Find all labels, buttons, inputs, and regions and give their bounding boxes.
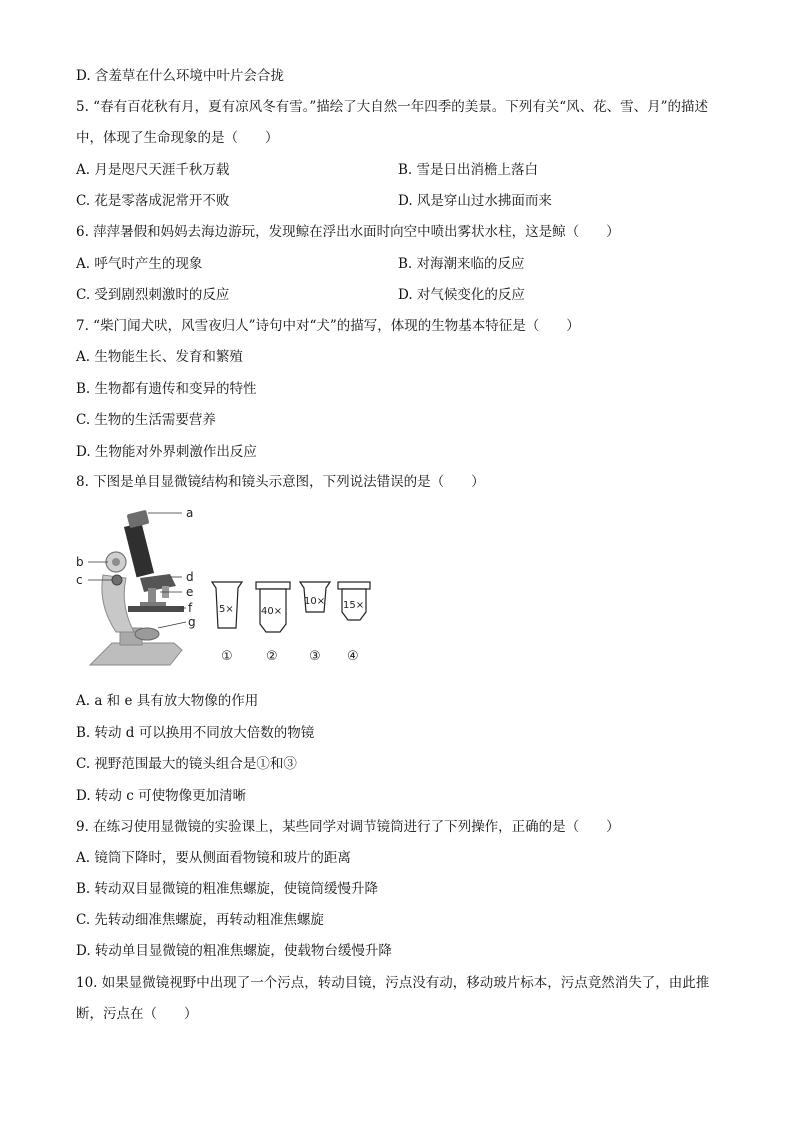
q8-figure xyxy=(70,500,390,680)
label-c: c xyxy=(76,573,83,587)
q9-option-a: A. 镜筒下降时，要从侧面看物镜和玻片的距离 xyxy=(76,850,351,866)
microscope-diagram xyxy=(70,500,390,680)
lens-4-number: ④ xyxy=(347,649,359,664)
microscope-tube xyxy=(124,523,154,578)
microscope-mirror xyxy=(135,628,159,640)
label-b: b xyxy=(76,555,84,569)
q6-option-d: D. 对气候变化的反应 xyxy=(398,287,525,303)
q9-option-b: B. 转动双目显微镜的粗准焦螺旋，使镜筒缓慢升降 xyxy=(76,881,379,897)
lens-2-number: ② xyxy=(266,649,278,664)
q4-option-d: D. 含羞草在什么环境中叶片会合拢 xyxy=(76,68,284,84)
q6-option-b: B. 对海潮来临的反应 xyxy=(398,256,525,272)
lens-2-mark: 40× xyxy=(261,606,283,617)
microscope-stage xyxy=(128,606,184,612)
fine-focus-knob xyxy=(112,575,122,585)
q7-option-a: A. 生物能生长、发育和繁殖 xyxy=(76,349,243,365)
q6-option-c: C. 受到剧烈刺激时的反应 xyxy=(76,287,230,303)
label-f: f xyxy=(188,601,193,615)
q8-option-b: B. 转动 d 可以换用不同放大倍数的物镜 xyxy=(76,725,315,741)
q10-stem-line2: 断，污点在（ ） xyxy=(76,1006,198,1022)
label-e: e xyxy=(186,585,194,599)
q6-stem: 6. 萍萍暑假和妈妈去海边游玩，发现鲸在浮出水面时向空中喷出雾状水柱，这是鲸（ ） xyxy=(76,224,620,240)
label-g: g xyxy=(188,615,196,629)
lens-1-number: ① xyxy=(221,649,233,664)
q9-option-d: D. 转动单目显微镜的粗准焦螺旋，使载物台缓慢升降 xyxy=(76,943,392,959)
q7-option-d: D. 生物能对外界刺激作出反应 xyxy=(76,444,257,460)
lens-3-mark: 10× xyxy=(304,596,326,607)
lens-4 xyxy=(338,582,370,664)
microscope-base xyxy=(90,643,182,665)
q5-stem-line2: 中，体现了生命现象的是（ ） xyxy=(76,130,279,146)
q8-stem: 8. 下图是单目显微镜结构和镜头示意图，下列说法错误的是（ ） xyxy=(76,474,485,490)
microscope-clip xyxy=(140,602,166,606)
q5-stem-line1: 5. “春有百花秋有月，夏有凉风冬有雪。”描绘了大自然一年四季的美景。下列有关“风、花、雪、月”的描述 xyxy=(76,99,709,115)
lens-2 xyxy=(256,582,290,664)
q7-option-c: C. 生物的生活需要营养 xyxy=(76,412,216,428)
q5-option-a: A. 月是咫尺天涯千秋万载 xyxy=(76,162,230,178)
q5-option-d: D. 风是穿山过水拂面而来 xyxy=(398,193,552,209)
q9-stem: 9. 在练习使用显微镜的实验课上，某些同学对调节镜筒进行了下列操作，正确的是（ ） xyxy=(76,819,620,835)
label-a: a xyxy=(186,506,194,520)
label-d: d xyxy=(186,570,194,584)
q9-option-c: C. 先转动细准焦螺旋，再转动粗准焦螺旋 xyxy=(76,912,324,928)
lens-3-number: ③ xyxy=(309,649,321,664)
q5-option-b: B. 雪是日出消檐上落白 xyxy=(398,162,539,178)
q7-option-b: B. 生物都有遗传和变异的特性 xyxy=(76,381,257,397)
q8-option-d: D. 转动 c 可使物像更加清晰 xyxy=(76,788,247,804)
q8-option-a: A. a 和 e 具有放大物像的作用 xyxy=(76,693,259,709)
lens-3 xyxy=(300,582,330,664)
q5-option-c: C. 花是零落成泥常开不败 xyxy=(76,193,230,209)
q10-stem-line1: 10. 如果显微镜视野中出现了一个污点，转动目镜，污点没有动，移动玻片标本，污点竟然消失了，由此推 xyxy=(76,975,710,991)
q7-stem: 7. “柴门闻犬吠，风雪夜归人”诗句中对“犬”的描写，体现的生物基本特征是（ ） xyxy=(76,318,580,334)
lens-1-mark: 5× xyxy=(219,604,234,615)
microscope-objective-1 xyxy=(148,588,156,602)
microscope-eyepiece xyxy=(127,510,150,528)
lens-1 xyxy=(212,582,242,664)
q6-option-a: A. 呼气时产生的现象 xyxy=(76,256,203,272)
q8-option-c: C. 视野范围最大的镜头组合是①和③ xyxy=(76,756,297,772)
lens-4-mark: 15× xyxy=(343,600,365,611)
